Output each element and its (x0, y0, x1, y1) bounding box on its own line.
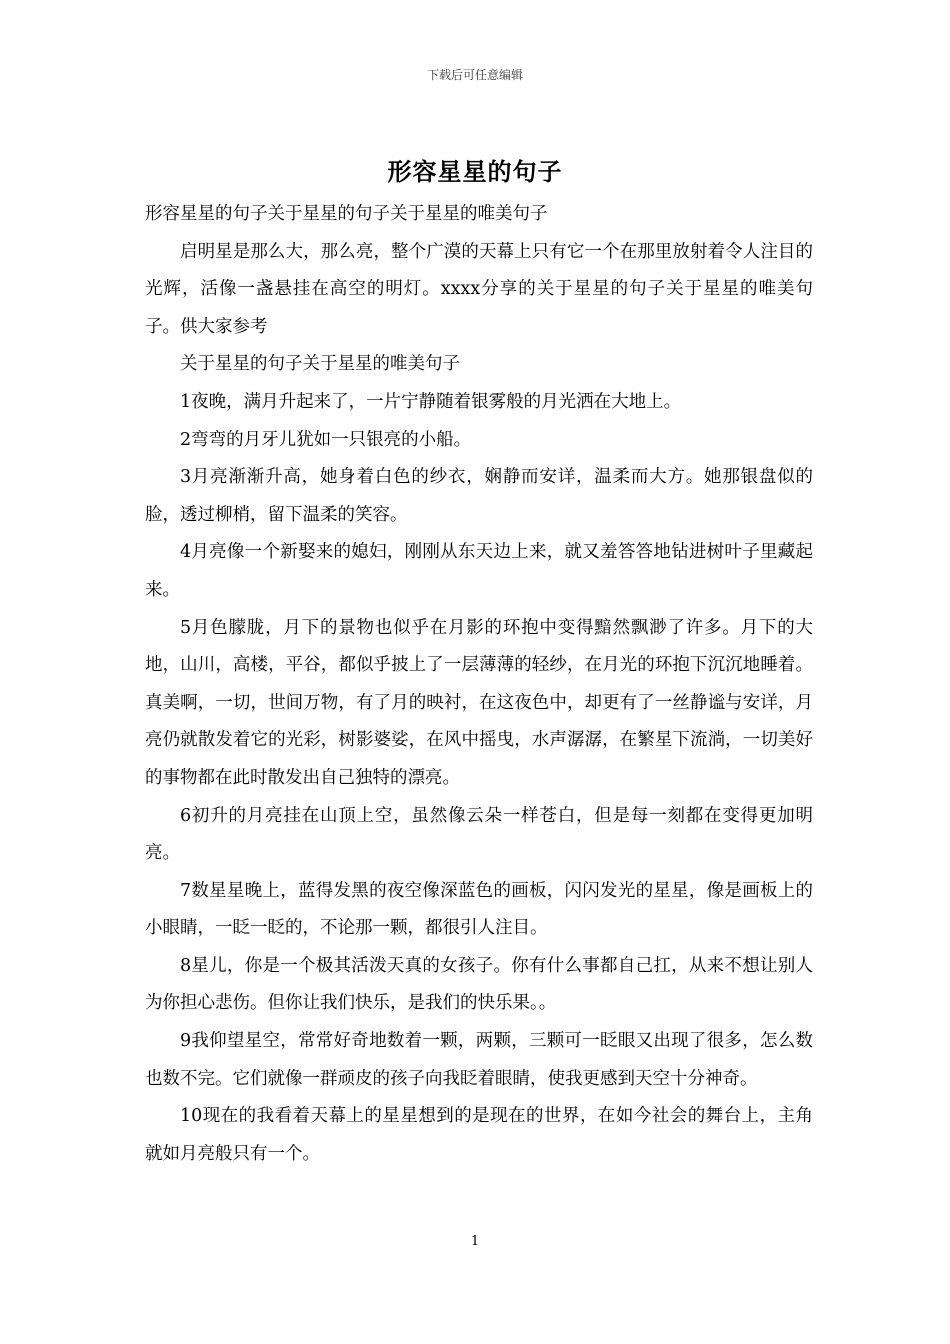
document-body (145, 196, 813, 1173)
list-item: 7数星星晚上，蓝得发黑的夜空像深蓝色的画板，闪闪发光的星星，像是画板上的小眼睛，一眨一眨的，不论那一颗，都很引人注目。 (145, 880, 813, 939)
list-item: 4月亮像一个新娶来的媳妇，刚刚从东天边上来，就又羞答答地钻进树叶子里藏起来。 (145, 542, 813, 600)
section-heading: 关于星星的句子关于星星的唯美句子 (180, 354, 460, 375)
list-item: 10现在的我看着天幕上的星星想到的是现在的世界，在如今社会的舞台上，主角就如月亮般只有一个。 (145, 1106, 813, 1164)
intro-paragraph: 启明星是那么大，那么亮，整个广漠的天幕上只有它一个在那里放射着令人注目的光辉，活像一盏悬挂在高空的明灯。xxxx分享的关于星星的句子关于星星的唯美句子。供大家参考 (145, 241, 813, 337)
list-item: 1夜晚，满月升起来了，一片宁静随着银雾般的月光洒在大地上。 (180, 391, 682, 412)
document-title: 形容星星的句子 (387, 157, 563, 186)
header-note: 下载后可任意编辑 (426, 68, 523, 82)
list-item: 3月亮渐渐升高，她身着白色的纱衣，娴静而安详，温柔而大方。她那银盘似的脸，透过柳梢，留下温柔的笑容。 (145, 467, 813, 525)
list-item: 5月色朦胧，月下的景物也似乎在月影的环抱中变得黯然飘渺了许多。月下的大地，山川，高楼，平谷，都似乎披上了一层薄薄的轻纱，在月光的环抱下沉沉地睡着。真美啊，一切，世间万物，有了月的映衬，在这夜色中，却更有了一丝静谧与安详，月亮仍就散发着它的光彩，树影婆娑，在风中摇曳，水声潺潺，在繁星下流淌，一切美好的事物都在此时散发出自己独特的漂亮。 (145, 617, 813, 788)
subtitle-paragraph: 形容星星的句子关于星星的句子关于星星的唯美句子 (145, 204, 548, 224)
list-item: 8星儿，你是一个极其活泼天真的女孩子。你有什么事都自己扛，从来不想让别人为你担心悲伤。但你让我们快乐，是我们的快乐果。。 (145, 955, 813, 1014)
list-item: 6初升的月亮挂在山顶上空，虽然像云朵一样苍白，但是每一刻都在变得更加明亮。 (145, 805, 813, 864)
page-number: 1 (470, 1234, 480, 1249)
list-item: 2弯弯的月牙儿犹如一只银亮的小船。 (180, 429, 472, 450)
list-item: 9我仰望星空，常常好奇地数着一颗，两颗，三颗可一眨眼又出现了很多，怎么数也数不完。它们就像一群顽皮的孩子向我眨着眼睛，使我更感到天空十分神奇。 (145, 1031, 813, 1089)
